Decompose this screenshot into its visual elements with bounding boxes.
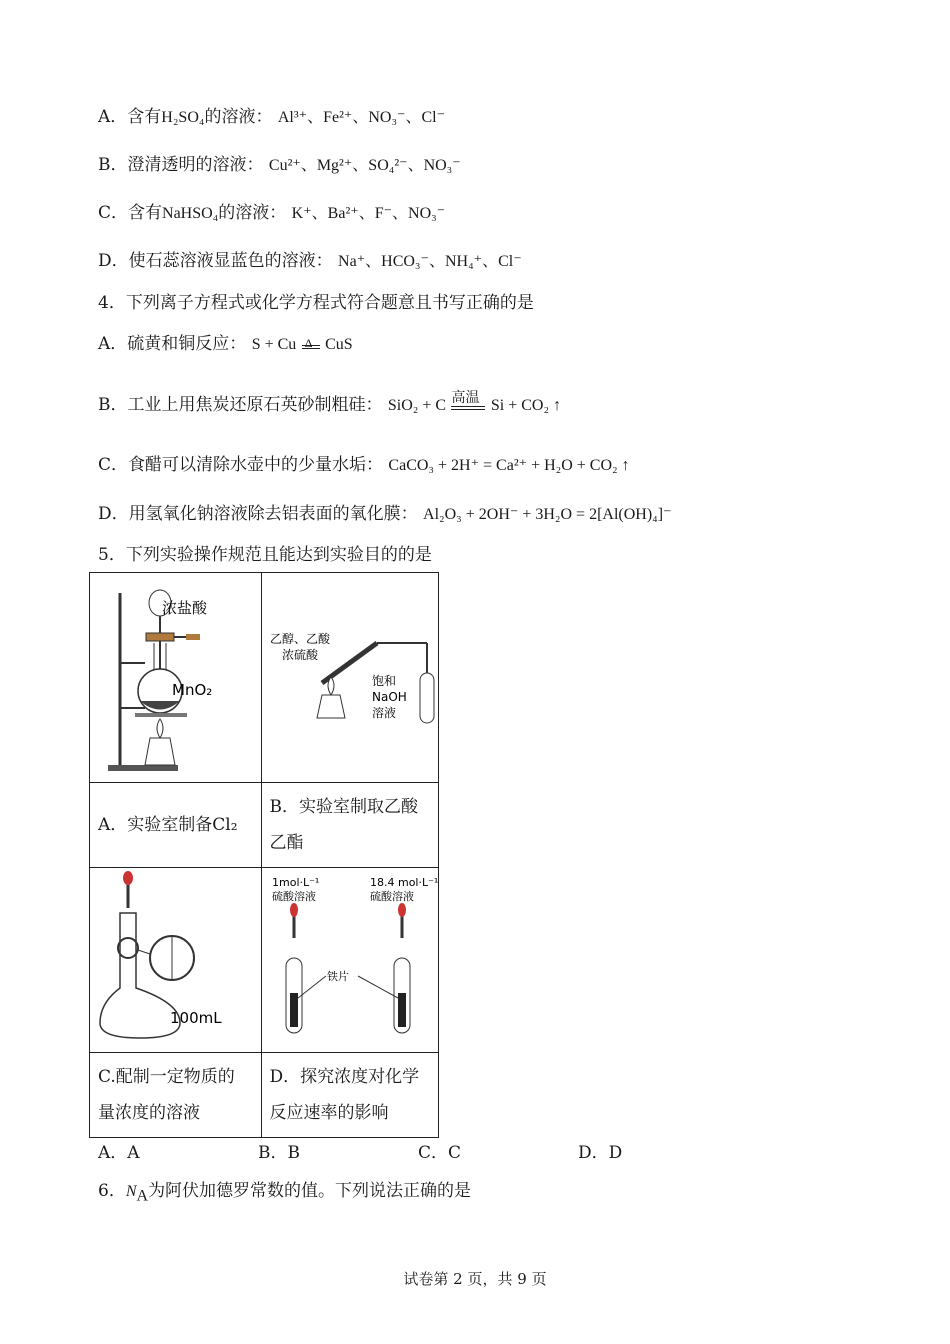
dropper-bulb-left [290, 903, 298, 917]
reaction-condition: 高温 [451, 404, 485, 410]
q5-choice-a[interactable]: A．A [98, 1143, 140, 1163]
flame [328, 677, 334, 695]
label-iron-sheet: 铁片 [326, 970, 349, 983]
ion-list: Cu²⁺、Mg²⁺、SO₄²⁻、NO₃⁻ [268, 157, 461, 174]
figure-a-chlorine-apparatus [90, 573, 262, 783]
caption-c: C.配制一定物质的 量浓度的溶液 [90, 1053, 262, 1138]
label-conc-sulfuric: 浓硫酸 [281, 648, 318, 662]
label-mno2: MnO₂ [172, 681, 213, 699]
q3-option-c: C．含有NaHSO₄的溶液： K⁺、Ba²⁺、F⁻、NO₃⁻ [98, 203, 446, 223]
experiment-table [89, 572, 439, 1138]
flame [157, 719, 163, 738]
figure-b-ester-apparatus [261, 573, 439, 783]
reaction-condition: Δ [302, 343, 320, 349]
label-saturated: 饱和 [371, 674, 396, 688]
figure-c-volumetric-flask [90, 868, 262, 1053]
dropper-bulb [123, 871, 133, 885]
q3-option-b: B．澄清透明的溶液： Cu²⁺、Mg²⁺、SO₄²⁻、NO₃⁻ [98, 155, 461, 175]
test-tube [322, 643, 377, 683]
q4-option-a: A．硫黄和铜反应： S + Cu Δ CuS [98, 334, 353, 354]
ester-preparation-diagram [262, 573, 438, 778]
alcohol-lamp [145, 738, 175, 765]
label-acid-2: 硫酸溶液 [369, 890, 414, 903]
alcohol-lamp [317, 695, 345, 718]
label-100ml: 100mL [170, 1009, 222, 1027]
label-solution: 溶液 [371, 706, 396, 720]
q4-option-d: D．用氢氧化钠溶液除去铝表面的氧化膜： Al₂O₃ + 2OH⁻ + 3H₂O = 2[Al(OH)₄]⁻ [98, 504, 672, 524]
iron-sheet-left [290, 993, 298, 1027]
receiving-tube [420, 673, 434, 723]
pointer-right [358, 976, 398, 998]
q6-stem: 6．$N_A$为阿伏加德罗常数的值。下列说法正确的是 [98, 1181, 472, 1205]
q4-option-b: B．工业上用焦炭还原石英砂制粗硅： SiO₂ + C 高温 Si + CO₂ ↑ [98, 390, 562, 415]
dropper-bulb-right [398, 903, 406, 917]
q4-option-c: C．食醋可以清除水壶中的少量水垢： CaCO₃ + 2H⁺ = Ca²⁺ + H₂O + CO₂ ↑ [98, 455, 630, 475]
q5-choice-d[interactable]: D．D [578, 1143, 623, 1163]
label-1mol: 1mol·L⁻¹ [271, 876, 319, 889]
flask-body [100, 913, 180, 1038]
iron-sheet-right [398, 993, 406, 1027]
ion-list: Na⁺、HCO₃⁻、NH₄⁺、Cl⁻ [338, 253, 522, 270]
chlorine-generation-diagram [90, 573, 260, 778]
label-naoh: NaOH [371, 690, 407, 704]
ion-list: Al³⁺、Fe²⁺、NO₃⁻、Cl⁻ [277, 109, 446, 126]
q3-option-d: D．使石蕊溶液显蓝色的溶液： Na⁺、HCO₃⁻、NH₄⁺、Cl⁻ [98, 251, 522, 271]
label-18-4mol: 18.4 mol·L⁻¹ [369, 876, 438, 889]
label-conc-hcl: 浓盐酸 [162, 599, 208, 617]
q5-choice-b[interactable]: B．B [258, 1143, 300, 1163]
ion-list: K⁺、Ba²⁺、F⁻、NO₃⁻ [291, 205, 446, 222]
label-acid-1: 硫酸溶液 [271, 890, 316, 903]
wire-gauze [135, 713, 187, 717]
caption-b: B．实验室制取乙酸 乙酯 [261, 783, 439, 868]
caption-a: A．实验室制备Cl₂ [90, 783, 262, 868]
q5-stem: 5．下列实验操作规范且能达到实验目的的是 [98, 545, 432, 565]
caption-d: D．探究浓度对化学 反应速率的影响 [261, 1053, 439, 1138]
tube-joint [186, 634, 200, 640]
stopper [146, 633, 174, 641]
stand-base [108, 765, 178, 771]
page-footer: 试卷第 2 页，共 9 页 [403, 1270, 547, 1288]
q3-option-a: A．含有H₂SO₄的溶液： Al³⁺、Fe²⁺、NO₃⁻、Cl⁻ [98, 107, 446, 127]
pointer-line [138, 950, 150, 954]
q5-choice-c[interactable]: C．C [418, 1143, 462, 1163]
volumetric-flask-diagram [90, 868, 260, 1048]
figure-d-iron-acid [261, 868, 439, 1053]
label-ethanol-acetic-acid: 乙醇、乙酸 [269, 632, 330, 646]
q4-stem: 4．下列离子方程式或化学方程式符合题意且书写正确的是 [98, 293, 534, 313]
iron-acid-diagram [262, 868, 438, 1048]
